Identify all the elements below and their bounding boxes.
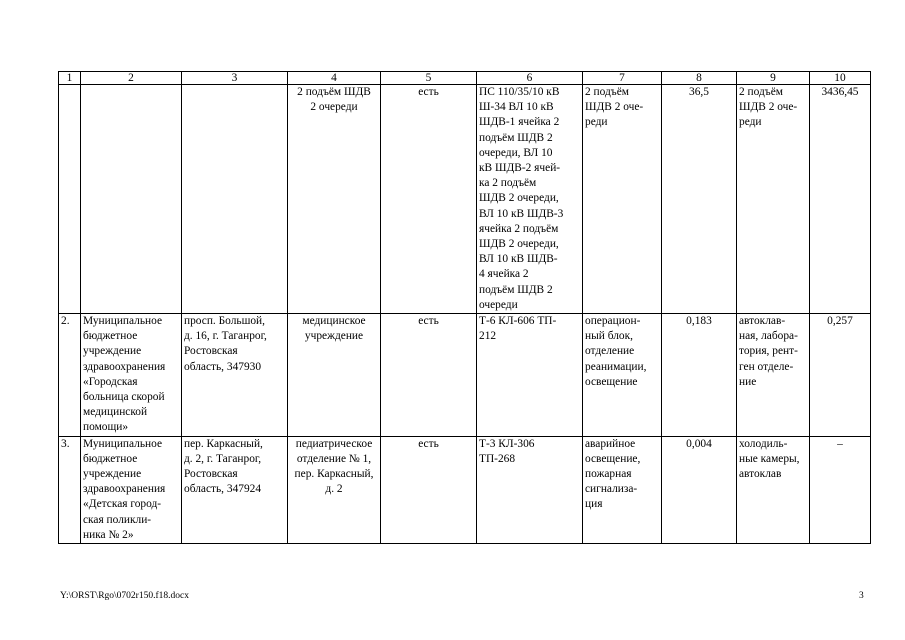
power-source: Т-6 КЛ-606 ТП- 212 [477, 314, 583, 437]
organization-name: Муниципальное бюджетное учреждение здравоохранения «Детская город- ская поликли- ника № 2» [81, 436, 182, 543]
consumers: 2 подъём ШДВ 2 оче- реди [583, 85, 662, 314]
power-source: Т-3 КЛ-306 ТП-268 [477, 436, 583, 543]
consumers: операцион- ный блок, отделение реанимации, освещение [583, 314, 662, 437]
consumers-secondary: 2 подъём ШДВ 2 оче- реди [737, 85, 810, 314]
file-path-footer: Y:\ORST\Rgo\0702r150.f18.docx [60, 591, 189, 601]
power-value: 0,004 [662, 436, 737, 543]
facility: педиатрическое отделение № 1, пер. Каркасный, д. 2 [288, 436, 381, 543]
row-number [59, 85, 81, 314]
availability: есть [381, 436, 477, 543]
header-cell: 5 [381, 72, 477, 85]
table-row [59, 85, 871, 314]
power-value-secondary: 3436,45 [810, 85, 871, 314]
header-cell: 1 [59, 72, 81, 85]
table-row [59, 436, 871, 543]
table-row [59, 314, 871, 437]
header-cell: 6 [477, 72, 583, 85]
address [182, 85, 288, 314]
facility: 2 подъём ШДВ 2 очереди [288, 85, 381, 314]
availability: есть [381, 314, 477, 437]
data-table [58, 71, 871, 544]
page-number: 3 [859, 591, 864, 601]
consumers-secondary: холодиль- ные камеры, автоклав [737, 436, 810, 543]
column-number-header [59, 72, 871, 85]
row-number: 3. [59, 436, 81, 543]
consumers: аварийное освещение, пожарная сигнализа- ция [583, 436, 662, 543]
header-cell: 2 [81, 72, 182, 85]
availability: есть [381, 85, 477, 314]
consumers-secondary: автоклав- ная, лабора- тория, рент- ген отделе- ние [737, 314, 810, 437]
header-cell: 10 [810, 72, 871, 85]
power-value-secondary: 0,257 [810, 314, 871, 437]
power-value-secondary: – [810, 436, 871, 543]
header-cell: 3 [182, 72, 288, 85]
organization-name: Муниципальное бюджетное учреждение здравоохранения «Городская больница скорой медицинской помощи» [81, 314, 182, 437]
power-source: ПС 110/35/10 кВ Ш-34 ВЛ 10 кВ ШДВ-1 ячейка 2 подъём ШДВ 2 очереди, ВЛ 10 кВ ШДВ-2 ячей- ка 2 подъём ШДВ 2 очереди, ВЛ 10 кВ ШДВ-3 ячейка 2 подъём ШДВ 2 очереди, ВЛ 10 кВ ШДВ- 4 ячейка 2 подъём ШДВ 2 очереди [477, 85, 583, 314]
header-cell: 7 [583, 72, 662, 85]
header-cell: 8 [662, 72, 737, 85]
power-value: 0,183 [662, 314, 737, 437]
header-cell: 9 [737, 72, 810, 85]
header-cell: 4 [288, 72, 381, 85]
facility: медицинское учреждение [288, 314, 381, 437]
power-value: 36,5 [662, 85, 737, 314]
organization-name [81, 85, 182, 314]
address: просп. Большой, д. 16, г. Таганрог, Ростовская область, 347930 [182, 314, 288, 437]
address: пер. Каркасный, д. 2, г. Таганрог, Ростовская область, 347924 [182, 436, 288, 543]
row-number: 2. [59, 314, 81, 437]
